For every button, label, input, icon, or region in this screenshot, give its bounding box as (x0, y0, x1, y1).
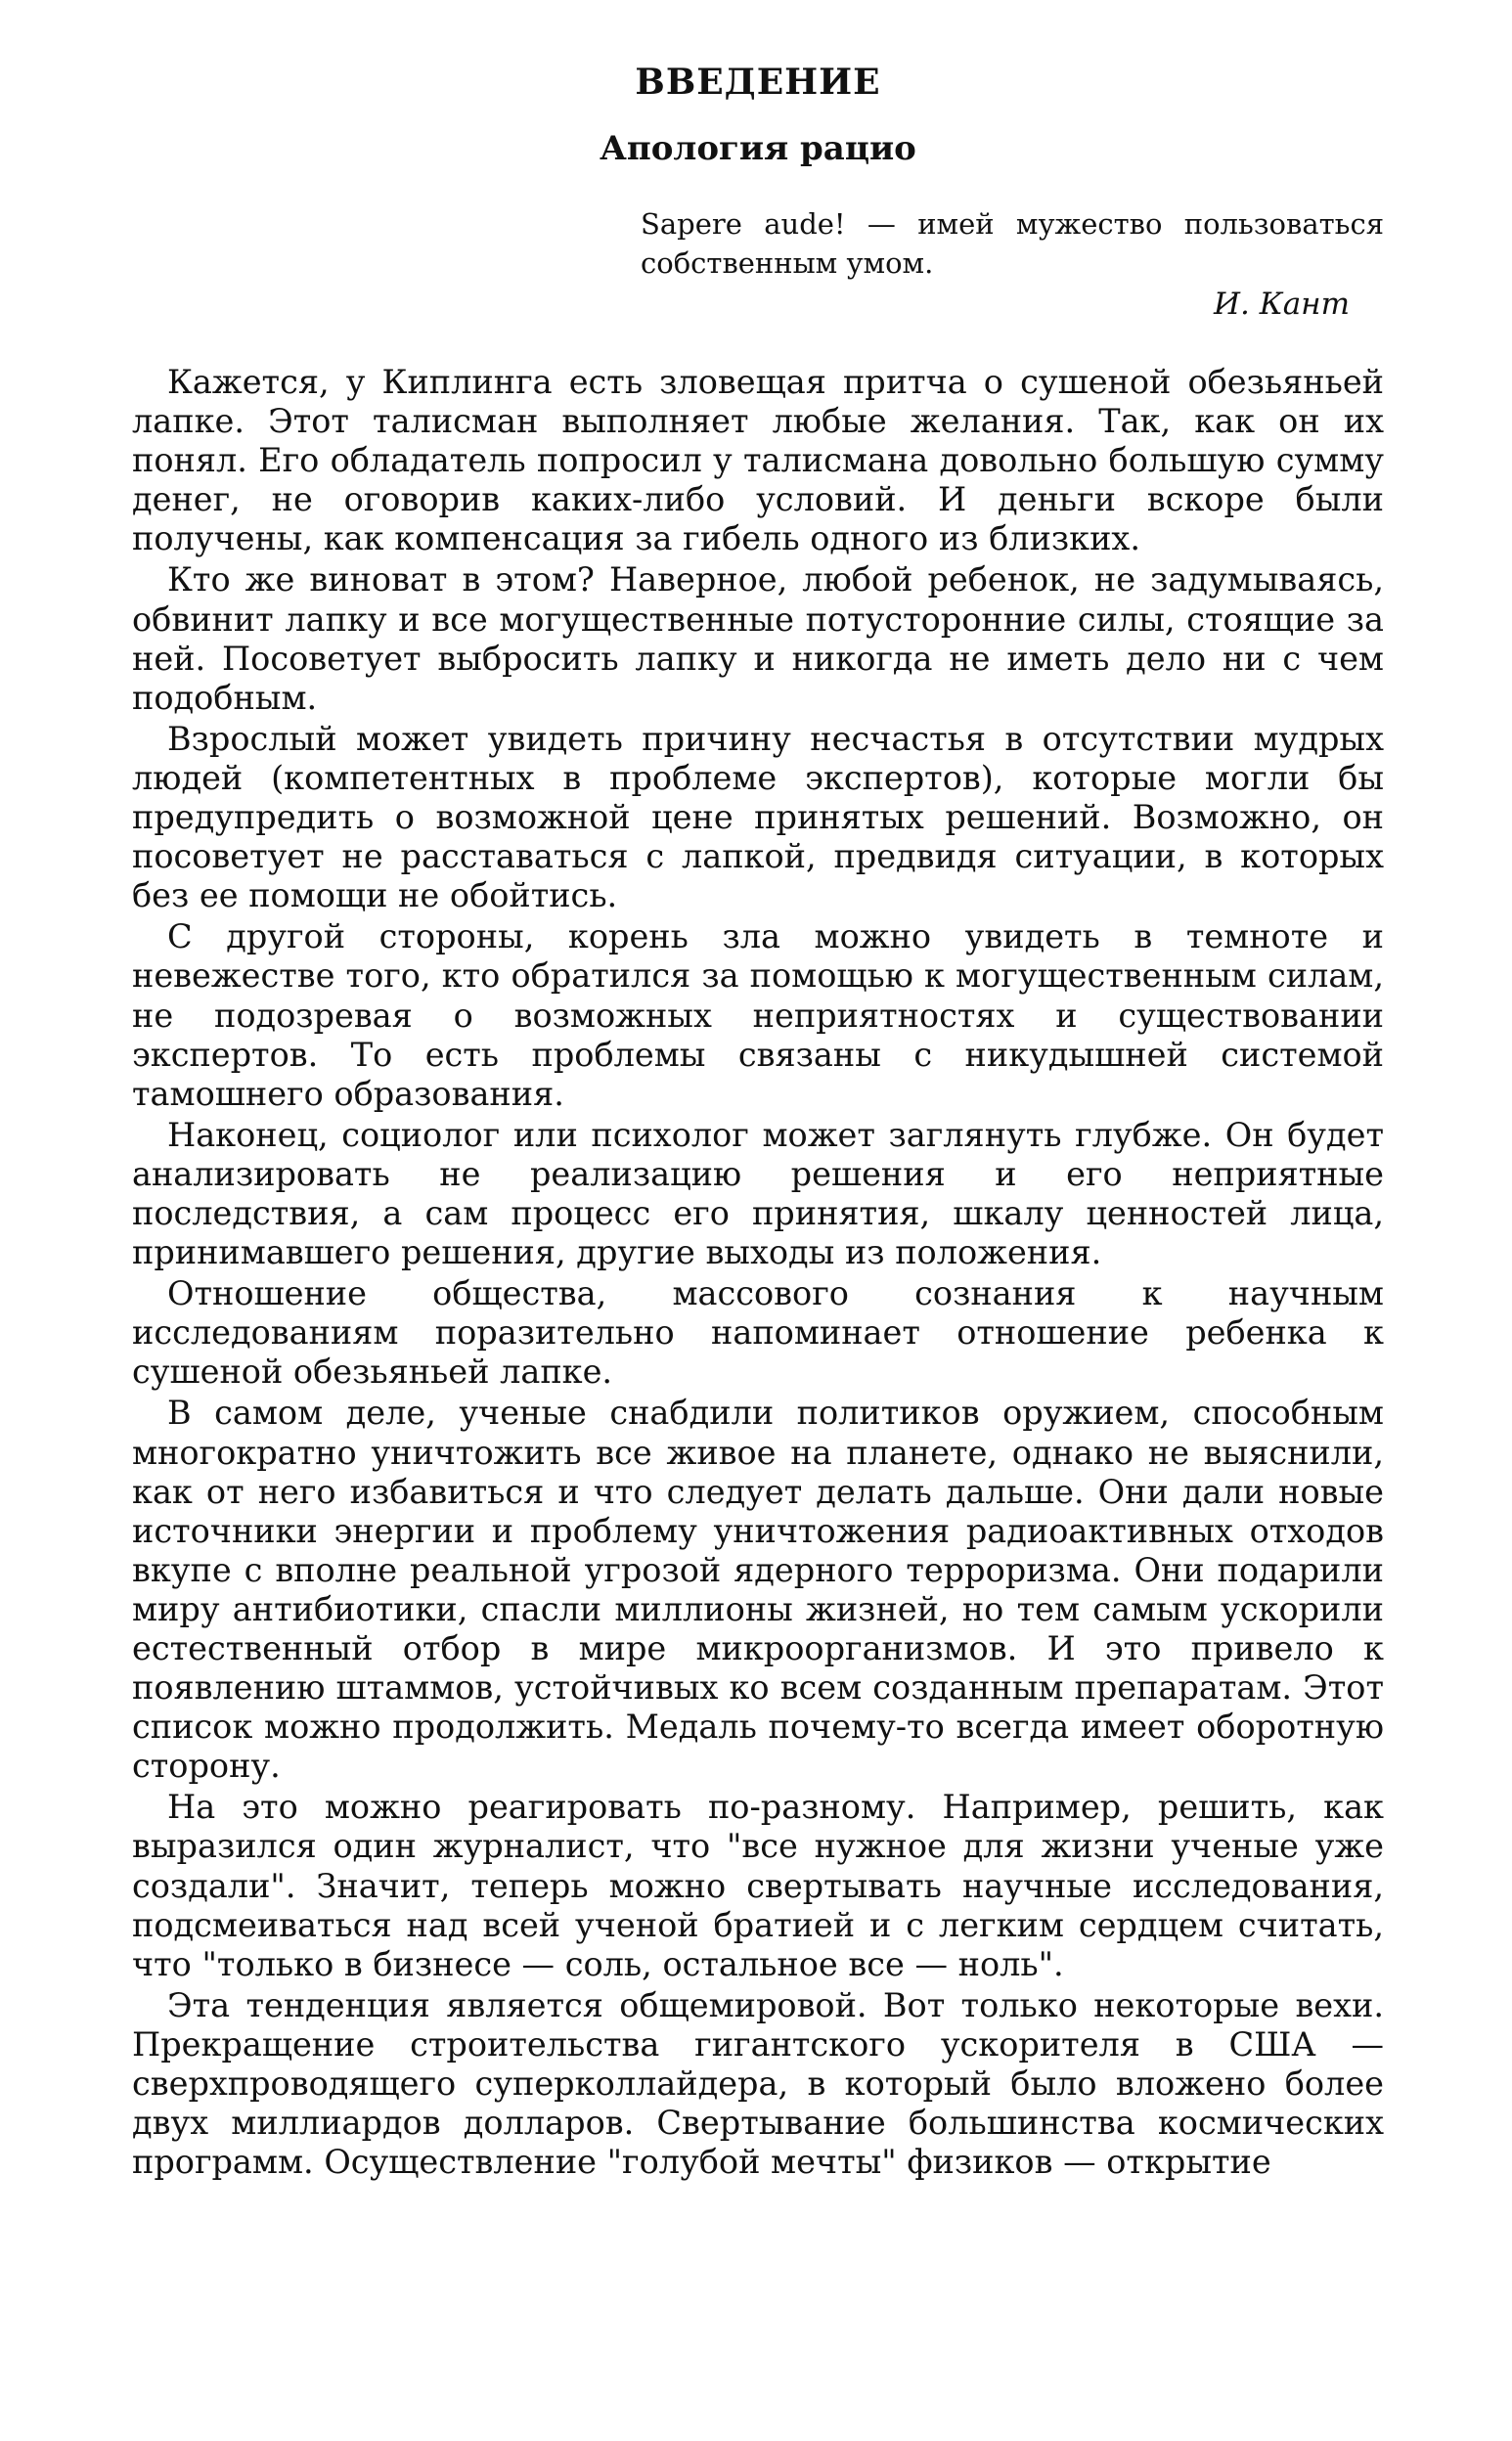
page-subtitle: Апология рацио (600, 129, 916, 168)
epigraph (641, 204, 1384, 324)
paragraph: Кажется, у Киплинга есть зловещая притча о сушеной обезьяньей лапке. Этот талисман выполняет любые желания. Так, как он их понял. Его обладатель попросил у талисмана довольно большую сумму денег, не оговорив каких-либо условий. И деньги вскоре были получены, как компенсация за гибель одного из близких. (132, 363, 1384, 558)
epigraph-quote: Sapere aude! — имей мужество пользоваться собственным умом. (641, 207, 1384, 280)
paragraph: С другой стороны, корень зла можно увидеть в темноте и невежестве того, кто обратился за помощью к могущественным силам, не подозревая о возможных неприятностях и существовании экспертов. То есть проблемы связаны с никудышней системой тамошнего образования. (132, 917, 1384, 1113)
paragraph: Отношение общества, массового сознания к научным исследованиям поразительно напоминает отношение ребенка к сушеной обезьяньей лапке. (132, 1274, 1384, 1392)
paragraph: Наконец, социолог или психолог может заглянуть глубже. Он будет анализировать не реализацию решения и его неприятные последствия, а сам процесс его принятия, шкалу ценностей лица, принимавшего решения, другие выходы из положения. (132, 1115, 1384, 1272)
epigraph-author: И. Кант (1213, 287, 1350, 322)
body-text (132, 363, 1384, 2182)
paragraph: Кто же виноват в этом? Наверное, любой ребенок, не задумываясь, обвинит лапку и все могущественные потусторонние силы, стоящие за ней. Посоветует выбросить лапку и никогда не иметь дело ни с чем подобным. (132, 560, 1384, 717)
paragraph: Взрослый может увидеть причину несчастья в отсутствии мудрых людей (компетентных в проблеме экспертов), которые могли бы предупредить о возможной цене принятых решений. Возможно, он посоветует не расставаться с лапкой, предвидя ситуации, в которых без ее помощи не обойтись. (132, 719, 1384, 915)
page (132, 54, 1384, 2182)
paragraph: В самом деле, ученые снабдили политиков оружием, способным многократно уничтожить все живое на планете, однако не выяснили, как от него избавиться и что следует делать дальше. Они дали новые источники энергии и проблему уничтожения радиоактивных отходов вкупе с вполне реальной угрозой ядерного терроризма. Они подарили миру антибиотики, спасли миллионы жизней, но тем самым ускорили естественный отбор в мире микроорганизмов. И это привело к появлению штаммов, устойчивых ко всем созданным препаратам. Этот список можно продолжить. Медаль почему-то всегда имеет оборотную сторону. (132, 1394, 1384, 1786)
page-title: ВВЕДЕНИЕ (635, 62, 881, 103)
paragraph: На это можно реагировать по-разному. Например, решить, как выразился один журналист, что "все нужное для жизни ученые уже создали". Значит, теперь можно свертывать научные исследования, подсмеиваться над всей ученой братией и с легким сердцем считать, что "только в бизнесе — соль, остальное все — ноль". (132, 1788, 1384, 1983)
paragraph: Эта тенденция является общемировой. Вот только некоторые вехи. Прекращение строительства гигантского ускорителя в США — сверхпроводящего суперколлайдера, в который было вложено более двух миллиардов долларов. Свертывание большинства космических программ. Осуществление "голубой мечты" физиков — открытие (132, 1985, 1384, 2182)
